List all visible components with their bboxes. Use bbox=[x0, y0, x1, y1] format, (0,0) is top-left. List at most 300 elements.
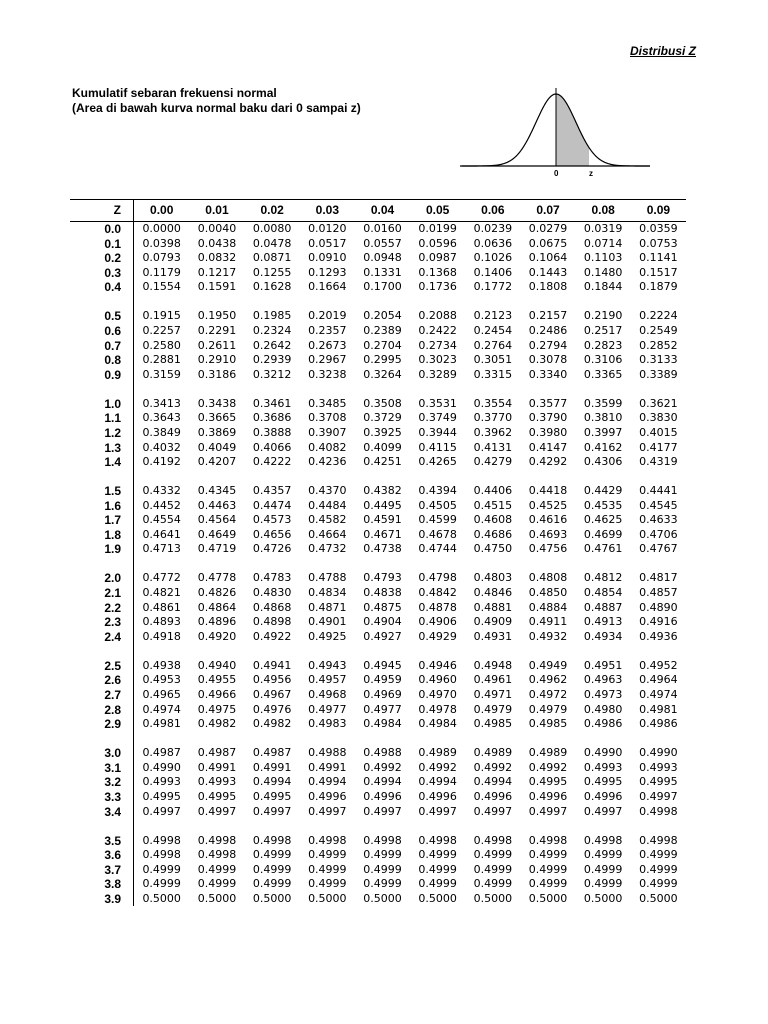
table-cell: 0.0753 bbox=[639, 236, 678, 250]
table-cell: 0.3577 bbox=[528, 396, 568, 410]
table-cell: 0.5000 bbox=[308, 891, 347, 905]
table-cell: 0.4998 bbox=[363, 833, 402, 847]
normal-curve-figure bbox=[460, 88, 654, 180]
table-cell: 0.4978 bbox=[418, 702, 457, 716]
table-cell: 0.4999 bbox=[473, 848, 513, 862]
z-value-cell: 3.7 bbox=[70, 863, 134, 878]
table-cell: 0.4998 bbox=[583, 833, 623, 847]
table-row bbox=[70, 848, 686, 863]
table-cell: 0.0557 bbox=[363, 236, 402, 250]
table-cell: 0.2088 bbox=[418, 309, 457, 323]
table-cell: 0.4999 bbox=[363, 862, 402, 876]
z-value-cell: 0.6 bbox=[70, 324, 134, 339]
table-row bbox=[70, 441, 686, 456]
table-cell: 0.4884 bbox=[528, 600, 568, 614]
table-cell: 0.4959 bbox=[363, 673, 402, 687]
table-cell: 0.4997 bbox=[473, 804, 513, 818]
table-cell: 0.4664 bbox=[308, 527, 347, 541]
table-cell: 0.4982 bbox=[197, 717, 237, 731]
z-value-cell: 1.2 bbox=[70, 426, 134, 441]
table-cell: 0.4830 bbox=[252, 586, 292, 600]
table-cell: 0.0714 bbox=[583, 236, 623, 250]
column-header-z: Z bbox=[70, 200, 134, 222]
table-cell: 0.4995 bbox=[528, 775, 568, 789]
table-cell: 0.4999 bbox=[308, 862, 347, 876]
table-cell: 0.3365 bbox=[583, 367, 623, 381]
table-cell: 0.0199 bbox=[418, 222, 457, 235]
table-cell: 0.4931 bbox=[473, 629, 513, 643]
table-cell: 0.4147 bbox=[528, 440, 568, 454]
table-cell: 0.4999 bbox=[418, 862, 457, 876]
page-subtitle: (Area di bawah kurva normal baku dari 0 sampai z) bbox=[72, 101, 361, 115]
table-cell: 0.4999 bbox=[418, 848, 457, 862]
table-cell: 0.4452 bbox=[142, 498, 181, 512]
table-cell: 0.4793 bbox=[363, 571, 402, 585]
table-row bbox=[70, 542, 686, 557]
table-cell: 0.4981 bbox=[142, 717, 181, 731]
table-row bbox=[70, 470, 686, 499]
table-cell: 0.4616 bbox=[528, 513, 568, 527]
table-cell: 0.4999 bbox=[252, 877, 292, 891]
table-cell: 0.4992 bbox=[528, 760, 568, 774]
table-cell: 0.5000 bbox=[363, 891, 402, 905]
table-cell: 0.2549 bbox=[639, 323, 678, 337]
table-cell: 0.4713 bbox=[142, 542, 181, 556]
table-cell: 0.2019 bbox=[308, 309, 347, 323]
table-cell: 0.4980 bbox=[583, 702, 623, 716]
table-cell: 0.4999 bbox=[639, 848, 678, 862]
table-cell: 0.0438 bbox=[197, 236, 237, 250]
table-row bbox=[70, 732, 686, 761]
table-cell: 0.4952 bbox=[639, 658, 678, 672]
table-cell: 0.0478 bbox=[252, 236, 292, 250]
table-cell: 0.1808 bbox=[528, 280, 568, 294]
table-cell: 0.4772 bbox=[142, 571, 181, 585]
table-cell: 0.0000 bbox=[142, 222, 181, 235]
z-value-cell: 3.8 bbox=[70, 877, 134, 892]
table-cell: 0.2123 bbox=[473, 309, 513, 323]
table-cell: 0.4979 bbox=[528, 702, 568, 716]
table-cell: 0.3389 bbox=[639, 367, 678, 381]
z-value-cell: 1.5 bbox=[70, 470, 134, 499]
table-cell: 0.4744 bbox=[418, 542, 457, 556]
table-cell: 0.4968 bbox=[308, 687, 347, 701]
table-cell: 0.4987 bbox=[142, 746, 181, 760]
z-value-cell: 2.8 bbox=[70, 703, 134, 718]
table-cell: 0.2389 bbox=[363, 323, 402, 337]
table-cell: 0.4991 bbox=[252, 760, 292, 774]
z-value-cell: 3.0 bbox=[70, 732, 134, 761]
table-cell: 0.3686 bbox=[252, 411, 292, 425]
table-cell: 0.0871 bbox=[252, 251, 292, 265]
table-cell: 0.2881 bbox=[142, 353, 181, 367]
table-cell: 0.4999 bbox=[473, 862, 513, 876]
table-cell: 0.3078 bbox=[528, 353, 568, 367]
table-cell: 0.1915 bbox=[142, 309, 181, 323]
table-cell: 0.4693 bbox=[528, 527, 568, 541]
table-cell: 0.4999 bbox=[142, 862, 181, 876]
table-cell: 0.3962 bbox=[473, 425, 513, 439]
table-cell: 0.3438 bbox=[197, 396, 237, 410]
table-cell: 0.4993 bbox=[197, 775, 237, 789]
table-cell: 0.4999 bbox=[363, 848, 402, 862]
table-cell: 0.4997 bbox=[363, 804, 402, 818]
table-cell: 0.4956 bbox=[252, 673, 292, 687]
title-block bbox=[72, 86, 361, 116]
table-cell: 0.5000 bbox=[583, 891, 623, 905]
table-cell: 0.4999 bbox=[308, 877, 347, 891]
table-cell: 0.4998 bbox=[639, 833, 678, 847]
table-cell: 0.4207 bbox=[197, 455, 237, 469]
table-cell: 0.4996 bbox=[308, 789, 347, 803]
table-cell: 0.4997 bbox=[252, 804, 292, 818]
column-header: 0.05 bbox=[410, 200, 465, 222]
table-cell: 0.5000 bbox=[418, 891, 457, 905]
table-cell: 0.4222 bbox=[252, 455, 292, 469]
z-value-cell: 3.3 bbox=[70, 790, 134, 805]
z-value-cell: 2.2 bbox=[70, 601, 134, 616]
table-cell: 0.1664 bbox=[308, 280, 347, 294]
table-row bbox=[70, 557, 686, 586]
table-row bbox=[70, 819, 686, 848]
table-cell: 0.4970 bbox=[418, 687, 457, 701]
table-row bbox=[70, 411, 686, 426]
column-header: 0.01 bbox=[189, 200, 244, 222]
table-cell: 0.4878 bbox=[418, 600, 457, 614]
table-cell: 0.4032 bbox=[142, 440, 181, 454]
table-cell: 0.4817 bbox=[639, 571, 678, 585]
table-cell: 0.4997 bbox=[142, 804, 181, 818]
table-row bbox=[70, 426, 686, 441]
table-cell: 0.4998 bbox=[418, 833, 457, 847]
table-cell: 0.4997 bbox=[197, 804, 237, 818]
table-cell: 0.4999 bbox=[363, 877, 402, 891]
table-cell: 0.3461 bbox=[252, 396, 292, 410]
table-cell: 0.3315 bbox=[473, 367, 513, 381]
table-cell: 0.2190 bbox=[583, 309, 623, 323]
table-cell: 0.5000 bbox=[528, 891, 568, 905]
table-cell: 0.4236 bbox=[308, 455, 347, 469]
table-cell: 0.4988 bbox=[308, 746, 347, 760]
z-value-cell: 1.7 bbox=[70, 513, 134, 528]
table-cell: 0.4750 bbox=[473, 542, 513, 556]
table-cell: 0.4838 bbox=[363, 586, 402, 600]
table-cell: 0.4981 bbox=[639, 702, 678, 716]
table-cell: 0.4966 bbox=[197, 687, 237, 701]
z-value-cell: 3.4 bbox=[70, 805, 134, 820]
column-header: 0.06 bbox=[465, 200, 520, 222]
table-cell: 0.4394 bbox=[418, 484, 457, 498]
table-cell: 0.4994 bbox=[363, 775, 402, 789]
table-cell: 0.4015 bbox=[639, 425, 678, 439]
table-cell: 0.4898 bbox=[252, 615, 292, 629]
table-row bbox=[70, 688, 686, 703]
table-cell: 0.3708 bbox=[308, 411, 347, 425]
table-cell: 0.4964 bbox=[639, 673, 678, 687]
table-cell: 0.4850 bbox=[528, 586, 568, 600]
table-cell: 0.4162 bbox=[583, 440, 623, 454]
table-cell: 0.4989 bbox=[473, 746, 513, 760]
table-cell: 0.4990 bbox=[639, 746, 678, 760]
table-cell: 0.3749 bbox=[418, 411, 457, 425]
table-cell: 0.4608 bbox=[473, 513, 513, 527]
table-cell: 0.1879 bbox=[639, 280, 678, 294]
table-cell: 0.3289 bbox=[418, 367, 457, 381]
table-row bbox=[70, 324, 686, 339]
table-cell: 0.3508 bbox=[363, 396, 402, 410]
table-cell: 0.4995 bbox=[197, 789, 237, 803]
table-row bbox=[70, 353, 686, 368]
table-cell: 0.4418 bbox=[528, 484, 568, 498]
table-row bbox=[70, 266, 686, 281]
table-cell: 0.4920 bbox=[197, 629, 237, 643]
table-cell: 0.5000 bbox=[142, 891, 181, 905]
table-cell: 0.2967 bbox=[308, 353, 347, 367]
table-cell: 0.0160 bbox=[363, 222, 402, 235]
table-cell: 0.4974 bbox=[639, 687, 678, 701]
table-cell: 0.3186 bbox=[197, 367, 237, 381]
table-cell: 0.4904 bbox=[363, 615, 402, 629]
table-cell: 0.4994 bbox=[252, 775, 292, 789]
table-row bbox=[70, 805, 686, 820]
table-cell: 0.4985 bbox=[473, 717, 513, 731]
table-cell: 0.4975 bbox=[197, 702, 237, 716]
table-cell: 0.4998 bbox=[473, 833, 513, 847]
table-cell: 0.4987 bbox=[197, 746, 237, 760]
document-label: Distribusi Z bbox=[629, 44, 696, 58]
table-cell: 0.4997 bbox=[418, 804, 457, 818]
table-cell: 0.4948 bbox=[473, 658, 513, 672]
table-cell: 0.4992 bbox=[418, 760, 457, 774]
table-cell: 0.4893 bbox=[142, 615, 181, 629]
table-cell: 0.3106 bbox=[583, 353, 623, 367]
table-cell: 0.2704 bbox=[363, 338, 402, 352]
z-value-cell: 0.5 bbox=[70, 295, 134, 324]
table-cell: 0.4441 bbox=[639, 484, 678, 498]
table-cell: 0.4996 bbox=[418, 789, 457, 803]
table-row bbox=[70, 237, 686, 252]
table-cell: 0.4977 bbox=[363, 702, 402, 716]
table-cell: 0.4999 bbox=[197, 877, 237, 891]
table-cell: 0.0636 bbox=[473, 236, 513, 250]
z-value-cell: 3.9 bbox=[70, 892, 134, 907]
table-cell: 0.4989 bbox=[528, 746, 568, 760]
table-cell: 0.1331 bbox=[363, 265, 402, 279]
table-cell: 0.4913 bbox=[583, 615, 623, 629]
table-cell: 0.4082 bbox=[308, 440, 347, 454]
table-cell: 0.2764 bbox=[473, 338, 513, 352]
table-cell: 0.4987 bbox=[252, 746, 292, 760]
table-cell: 0.1443 bbox=[528, 265, 568, 279]
table-cell: 0.4505 bbox=[418, 498, 457, 512]
table-cell: 0.0239 bbox=[473, 222, 513, 235]
table-cell: 0.4995 bbox=[252, 789, 292, 803]
table-cell: 0.2995 bbox=[363, 353, 402, 367]
table-cell: 0.4951 bbox=[583, 658, 623, 672]
table-cell: 0.4999 bbox=[583, 862, 623, 876]
table-cell: 0.4991 bbox=[197, 760, 237, 774]
table-cell: 0.4429 bbox=[583, 484, 623, 498]
table-cell: 0.2642 bbox=[252, 338, 292, 352]
table-cell: 0.4887 bbox=[583, 600, 623, 614]
table-row bbox=[70, 673, 686, 688]
table-cell: 0.4996 bbox=[583, 789, 623, 803]
table-cell: 0.4997 bbox=[639, 789, 678, 803]
table-cell: 0.3599 bbox=[583, 396, 623, 410]
table-cell: 0.4965 bbox=[142, 687, 181, 701]
table-cell: 0.4812 bbox=[583, 571, 623, 585]
table-cell: 0.4999 bbox=[528, 848, 568, 862]
table-cell: 0.4854 bbox=[583, 586, 623, 600]
z-value-cell: 1.9 bbox=[70, 542, 134, 557]
table-cell: 0.4192 bbox=[142, 455, 181, 469]
table-cell: 0.4265 bbox=[418, 455, 457, 469]
table-cell: 0.4463 bbox=[197, 498, 237, 512]
table-cell: 0.2673 bbox=[308, 338, 347, 352]
table-cell: 0.0279 bbox=[528, 222, 568, 235]
table-row bbox=[70, 601, 686, 616]
table-cell: 0.4857 bbox=[639, 586, 678, 600]
table-cell: 0.2823 bbox=[583, 338, 623, 352]
table-row bbox=[70, 368, 686, 383]
z-value-cell: 0.7 bbox=[70, 339, 134, 354]
table-cell: 0.4808 bbox=[528, 571, 568, 585]
table-cell: 0.0398 bbox=[142, 236, 181, 250]
table-cell: 0.4049 bbox=[197, 440, 237, 454]
table-cell: 0.4999 bbox=[308, 848, 347, 862]
z-value-cell: 0.0 bbox=[70, 222, 134, 237]
table-cell: 0.4986 bbox=[583, 717, 623, 731]
table-row bbox=[70, 761, 686, 776]
table-cell: 0.4881 bbox=[473, 600, 513, 614]
table-cell: 0.3023 bbox=[418, 353, 457, 367]
table-cell: 0.4997 bbox=[583, 804, 623, 818]
table-cell: 0.4994 bbox=[473, 775, 513, 789]
table-cell: 0.4671 bbox=[363, 527, 402, 541]
table-cell: 0.4999 bbox=[252, 862, 292, 876]
z-value-cell: 2.6 bbox=[70, 673, 134, 688]
table-cell: 0.4382 bbox=[363, 484, 402, 498]
table-cell: 0.3729 bbox=[363, 411, 402, 425]
table-cell: 0.4988 bbox=[363, 746, 402, 760]
table-cell: 0.3238 bbox=[308, 367, 347, 381]
column-header: 0.03 bbox=[300, 200, 355, 222]
table-cell: 0.4656 bbox=[252, 527, 292, 541]
table-cell: 0.0596 bbox=[418, 236, 457, 250]
table-cell: 0.4976 bbox=[252, 702, 292, 716]
z-value-cell: 0.3 bbox=[70, 266, 134, 281]
table-cell: 0.3830 bbox=[639, 411, 678, 425]
table-row bbox=[70, 499, 686, 514]
table-cell: 0.3944 bbox=[418, 425, 457, 439]
table-cell: 0.3485 bbox=[308, 396, 347, 410]
table-cell: 0.4911 bbox=[528, 615, 568, 629]
table-cell: 0.4332 bbox=[142, 484, 181, 498]
table-cell: 0.4925 bbox=[308, 629, 347, 643]
table-cell: 0.4972 bbox=[528, 687, 568, 701]
z-value-cell: 1.3 bbox=[70, 441, 134, 456]
table-cell: 0.4564 bbox=[197, 513, 237, 527]
table-row bbox=[70, 455, 686, 470]
table-cell: 0.4998 bbox=[252, 833, 292, 847]
table-cell: 0.4999 bbox=[583, 848, 623, 862]
table-cell: 0.4998 bbox=[197, 848, 237, 862]
z-value-cell: 3.5 bbox=[70, 819, 134, 848]
table-cell: 0.4545 bbox=[639, 498, 678, 512]
table-cell: 0.4406 bbox=[473, 484, 513, 498]
table-cell: 0.2054 bbox=[363, 309, 402, 323]
table-cell: 0.2454 bbox=[473, 323, 513, 337]
table-cell: 0.4922 bbox=[252, 629, 292, 643]
table-cell: 0.2324 bbox=[252, 323, 292, 337]
table-cell: 0.4946 bbox=[418, 658, 457, 672]
z-value-cell: 2.4 bbox=[70, 630, 134, 645]
table-cell: 0.4896 bbox=[197, 615, 237, 629]
table-cell: 0.0517 bbox=[308, 236, 347, 250]
table-cell: 0.4974 bbox=[142, 702, 181, 716]
table-cell: 0.4826 bbox=[197, 586, 237, 600]
table-cell: 0.4995 bbox=[142, 789, 181, 803]
table-cell: 0.3133 bbox=[639, 353, 678, 367]
table-row bbox=[70, 586, 686, 601]
normal-curve-svg bbox=[460, 88, 654, 180]
table-cell: 0.4599 bbox=[418, 513, 457, 527]
table-cell: 0.4370 bbox=[308, 484, 347, 498]
table-cell: 0.4783 bbox=[252, 571, 292, 585]
table-cell: 0.4993 bbox=[639, 760, 678, 774]
table-cell: 0.3980 bbox=[528, 425, 568, 439]
table-cell: 0.4953 bbox=[142, 673, 181, 687]
table-row bbox=[70, 280, 686, 295]
table-cell: 0.0080 bbox=[252, 222, 292, 235]
table-cell: 0.5000 bbox=[639, 891, 678, 905]
table-row bbox=[70, 615, 686, 630]
table-cell: 0.0120 bbox=[308, 222, 347, 235]
table-cell: 0.4633 bbox=[639, 513, 678, 527]
z-value-cell: 0.4 bbox=[70, 280, 134, 295]
table-cell: 0.4992 bbox=[363, 760, 402, 774]
table-cell: 0.4997 bbox=[528, 804, 568, 818]
table-cell: 0.4971 bbox=[473, 687, 513, 701]
table-cell: 0.4927 bbox=[363, 629, 402, 643]
table-cell: 0.4719 bbox=[197, 542, 237, 556]
table-header-row bbox=[70, 200, 686, 222]
table-cell: 0.0040 bbox=[197, 222, 237, 235]
table-row bbox=[70, 644, 686, 673]
table-cell: 0.4099 bbox=[363, 440, 402, 454]
table-cell: 0.1736 bbox=[418, 280, 457, 294]
table-cell: 0.4993 bbox=[142, 775, 181, 789]
z-value-cell: 1.1 bbox=[70, 411, 134, 426]
table-cell: 0.4984 bbox=[363, 717, 402, 731]
table-cell: 0.4999 bbox=[639, 862, 678, 876]
table-cell: 0.4582 bbox=[308, 513, 347, 527]
table-cell: 0.4625 bbox=[583, 513, 623, 527]
table-row bbox=[70, 295, 686, 324]
table-cell: 0.4918 bbox=[142, 629, 181, 643]
table-cell: 0.4306 bbox=[583, 455, 623, 469]
table-cell: 0.4999 bbox=[473, 877, 513, 891]
curve-label-z: z bbox=[589, 169, 593, 178]
table-cell: 0.4983 bbox=[308, 717, 347, 731]
table-cell: 0.4251 bbox=[363, 455, 402, 469]
z-value-cell: 2.5 bbox=[70, 644, 134, 673]
z-value-cell: 2.9 bbox=[70, 717, 134, 732]
table-cell: 0.4961 bbox=[473, 673, 513, 687]
table-cell: 0.0910 bbox=[308, 251, 347, 265]
table-cell: 0.4932 bbox=[528, 629, 568, 643]
table-cell: 0.4131 bbox=[473, 440, 513, 454]
